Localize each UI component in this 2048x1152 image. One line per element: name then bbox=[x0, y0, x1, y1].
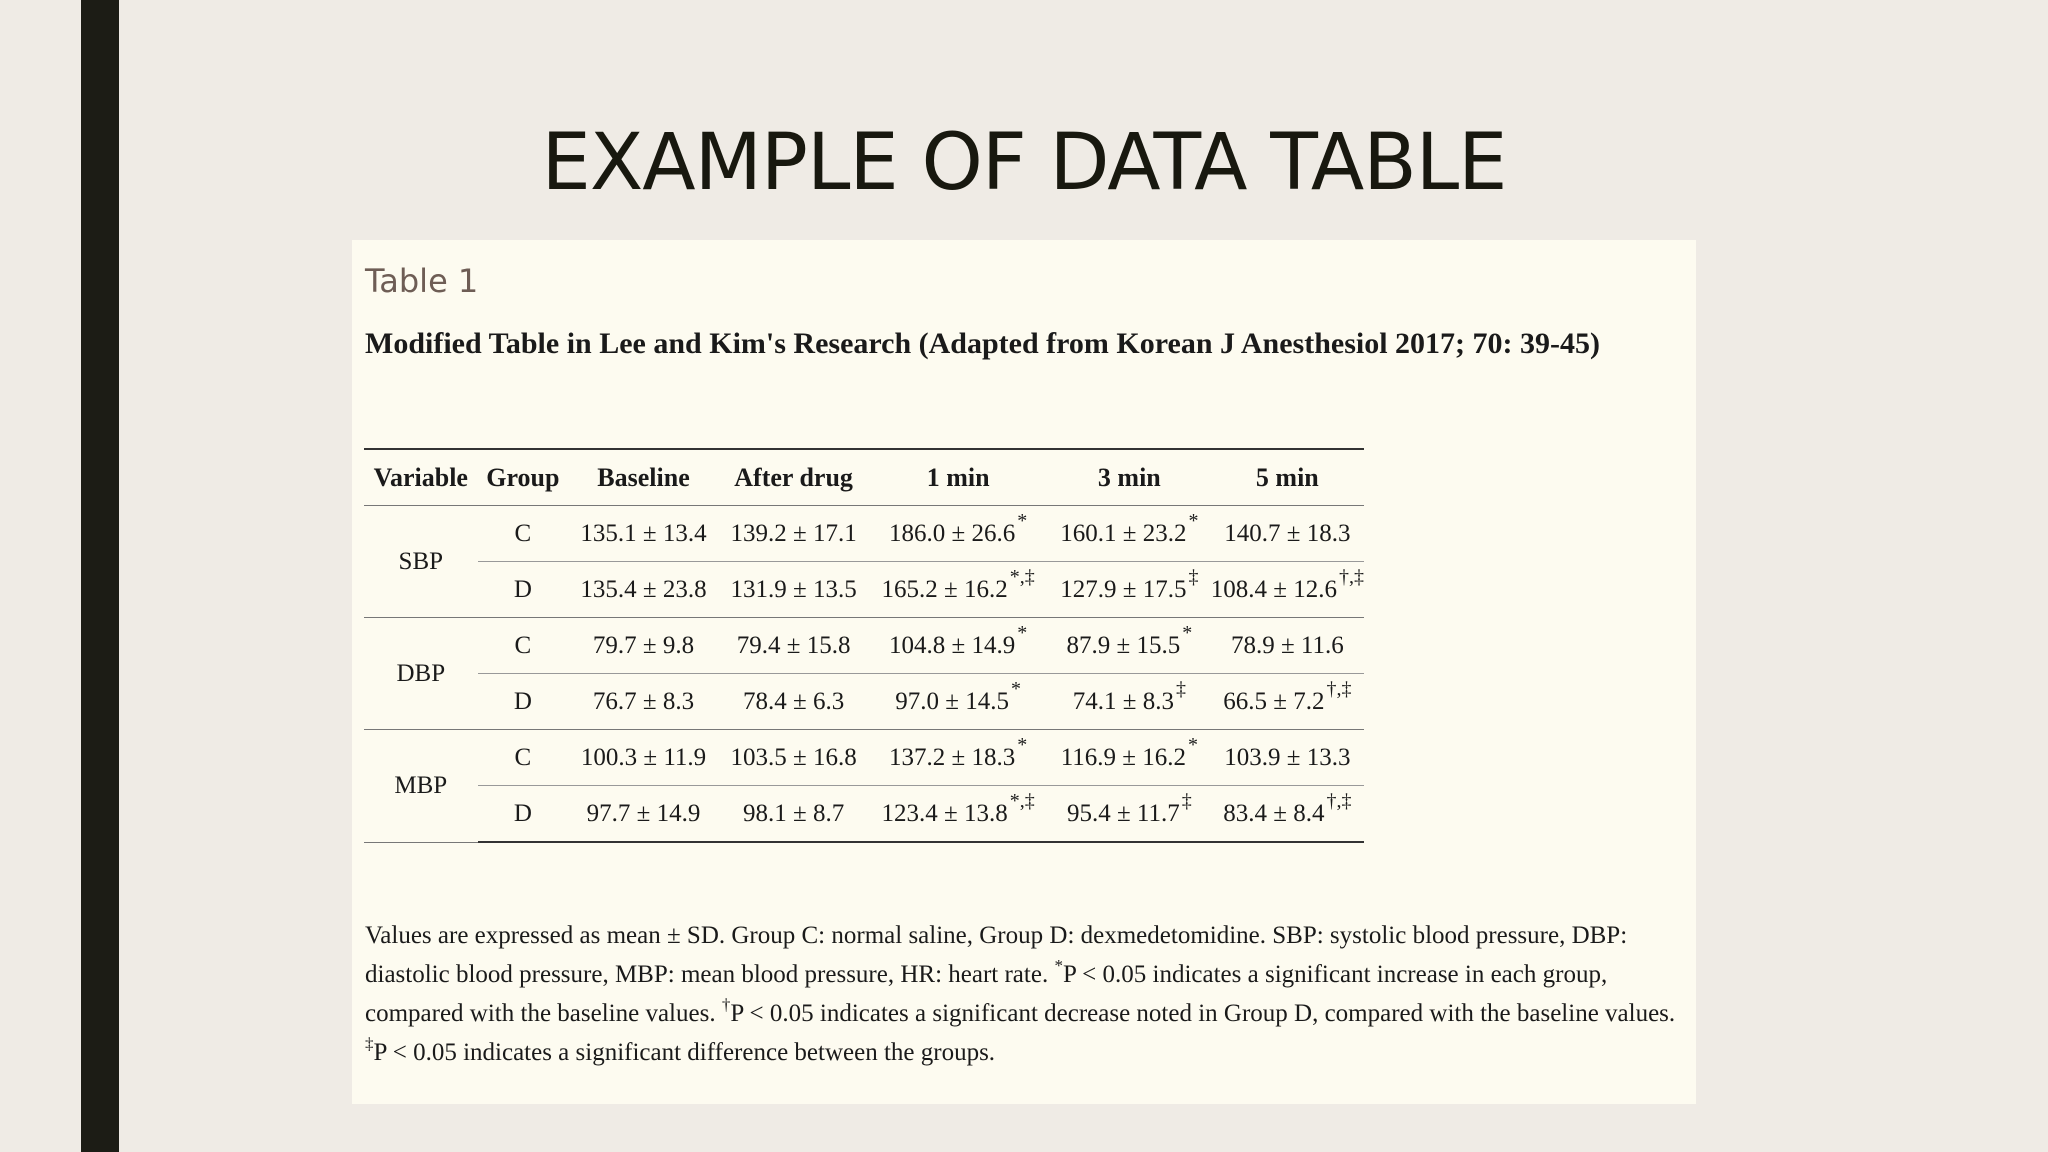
cell-value: 78.4 ± 6.3 bbox=[742, 687, 845, 715]
variable-cell: SBP bbox=[364, 506, 478, 618]
header-group: Group bbox=[478, 449, 569, 506]
cell-value: 137.2 ± 18.3 bbox=[889, 743, 1016, 771]
value-cell bbox=[868, 618, 1048, 674]
group-cell: C bbox=[478, 730, 569, 786]
value-cell bbox=[868, 786, 1048, 843]
value-cell bbox=[1048, 730, 1211, 786]
cell-value: 160.1 ± 23.2 bbox=[1060, 519, 1187, 547]
table-row bbox=[364, 730, 1364, 786]
table-row bbox=[364, 618, 1364, 674]
cell-value: 97.7 ± 14.9 bbox=[586, 799, 701, 827]
cell-value: 116.9 ± 16.2 bbox=[1060, 743, 1186, 771]
cell-value: 131.9 ± 13.5 bbox=[730, 575, 857, 603]
footnote-text-3: P < 0.05 indicates a significant decrease noted in Group D, compared with the baseline values. bbox=[730, 1000, 1676, 1027]
significance-mark: †,‡ bbox=[1338, 565, 1364, 588]
cell-value: 165.2 ± 16.2 bbox=[881, 575, 1008, 603]
group-cell: D bbox=[478, 562, 569, 618]
footnote-text-1: Values are expressed as mean ± SD. Group C: normal saline, Group D: dexmedetomidine. SBP: systolic blood pressure, DBP: diastolic blood pressure, MBP: mean blood pressure, HR: heart rate. bbox=[365, 922, 1628, 988]
cell-value: 79.7 ± 9.8 bbox=[592, 631, 695, 659]
group-cell: C bbox=[478, 506, 569, 562]
value-cell bbox=[1048, 506, 1211, 562]
cell-value: 108.4 ± 12.6 bbox=[1210, 575, 1337, 603]
value-cell bbox=[719, 618, 868, 674]
table-row bbox=[364, 674, 1364, 730]
value-cell bbox=[1211, 730, 1364, 786]
footnote-mark-double-dagger: ‡ bbox=[365, 1034, 374, 1053]
cell-value: 139.2 ± 17.1 bbox=[730, 519, 857, 547]
cell-value: 87.9 ± 15.5 bbox=[1066, 631, 1181, 659]
cell-value: 104.8 ± 14.9 bbox=[889, 631, 1016, 659]
table-row bbox=[364, 786, 1364, 843]
value-cell bbox=[568, 786, 719, 843]
group-cell: D bbox=[478, 786, 569, 843]
cell-value: 79.4 ± 15.8 bbox=[736, 631, 851, 659]
value-cell bbox=[719, 786, 868, 843]
cell-value: 140.7 ± 18.3 bbox=[1224, 519, 1351, 547]
variable-cell: MBP bbox=[364, 730, 478, 843]
data-table bbox=[364, 448, 1364, 843]
group-cell: D bbox=[478, 674, 569, 730]
cell-value: 135.1 ± 13.4 bbox=[580, 519, 707, 547]
header-variable: Variable bbox=[364, 449, 478, 506]
cell-value: 103.5 ± 16.8 bbox=[730, 743, 857, 771]
footnote-mark-dagger: † bbox=[721, 995, 731, 1014]
significance-mark: †,‡ bbox=[1326, 677, 1352, 700]
variable-cell: DBP bbox=[364, 618, 478, 730]
significance-mark: * bbox=[1017, 733, 1028, 756]
significance-mark: ‡ bbox=[1188, 565, 1199, 588]
value-cell bbox=[568, 506, 719, 562]
value-cell bbox=[568, 674, 719, 730]
significance-mark: †,‡ bbox=[1326, 789, 1352, 812]
table-row bbox=[364, 506, 1364, 562]
cell-value: 127.9 ± 17.5 bbox=[1060, 575, 1187, 603]
value-cell bbox=[568, 562, 719, 618]
cell-value: 83.4 ± 8.4 bbox=[1223, 799, 1325, 827]
value-cell bbox=[1048, 618, 1211, 674]
table-header-row bbox=[364, 449, 1364, 506]
value-cell bbox=[1211, 562, 1364, 618]
table-caption: Modified Table in Lee and Kim's Research (Adapted from Korean J Anesthesiol 2017; 70: 39-45) bbox=[365, 327, 1601, 360]
value-cell bbox=[868, 506, 1048, 562]
value-cell bbox=[868, 562, 1048, 618]
value-cell bbox=[568, 730, 719, 786]
significance-mark: * bbox=[1188, 509, 1199, 532]
table-row bbox=[364, 562, 1364, 618]
value-cell bbox=[1048, 786, 1211, 843]
table-label: Table 1 bbox=[365, 262, 479, 300]
value-cell bbox=[719, 506, 868, 562]
significance-mark: * bbox=[1017, 509, 1028, 532]
cell-value: 123.4 ± 13.8 bbox=[881, 799, 1008, 827]
value-cell bbox=[868, 730, 1048, 786]
cell-value: 74.1 ± 8.3 bbox=[1072, 687, 1174, 715]
significance-mark: * bbox=[1011, 677, 1022, 700]
cell-value: 100.3 ± 11.9 bbox=[580, 743, 707, 771]
footnote-mark-asterisk: * bbox=[1054, 956, 1063, 975]
value-cell bbox=[1211, 618, 1364, 674]
cell-value: 78.9 ± 11.6 bbox=[1230, 631, 1344, 659]
significance-mark: * bbox=[1182, 621, 1193, 644]
value-cell bbox=[1211, 674, 1364, 730]
cell-value: 135.4 ± 23.8 bbox=[580, 575, 707, 603]
significance-mark: * bbox=[1187, 733, 1198, 756]
value-cell bbox=[719, 730, 868, 786]
value-cell bbox=[1211, 506, 1364, 562]
group-cell: C bbox=[478, 618, 569, 674]
value-cell bbox=[719, 674, 868, 730]
value-cell bbox=[719, 562, 868, 618]
value-cell bbox=[568, 618, 719, 674]
cell-value: 95.4 ± 11.7 bbox=[1066, 799, 1180, 827]
footnote-text-4: P < 0.05 indicates a significant difference between the groups. bbox=[373, 1039, 996, 1066]
cell-value: 98.1 ± 8.7 bbox=[742, 799, 845, 827]
significance-mark: *,‡ bbox=[1009, 789, 1035, 812]
value-cell bbox=[868, 674, 1048, 730]
cell-value: 103.9 ± 13.3 bbox=[1224, 743, 1351, 771]
value-cell bbox=[1048, 562, 1211, 618]
significance-mark: *,‡ bbox=[1009, 565, 1035, 588]
header-1-min: 1 min bbox=[868, 449, 1048, 506]
cell-value: 97.0 ± 14.5 bbox=[895, 687, 1010, 715]
table-panel bbox=[352, 240, 1696, 1104]
significance-mark: * bbox=[1017, 621, 1028, 644]
header-after-drug: After drug bbox=[719, 449, 868, 506]
header-baseline: Baseline bbox=[568, 449, 719, 506]
significance-mark: ‡ bbox=[1175, 677, 1186, 700]
cell-value: 66.5 ± 7.2 bbox=[1223, 687, 1325, 715]
table-body bbox=[364, 506, 1364, 843]
footnote-text-2: P < 0.05 indicates a significant increase in each group, compared with the baseline values. bbox=[365, 961, 1608, 1027]
cell-value: 76.7 ± 8.3 bbox=[592, 687, 695, 715]
value-cell bbox=[1048, 674, 1211, 730]
table-footnote bbox=[365, 916, 1685, 1072]
significance-mark: ‡ bbox=[1181, 789, 1192, 812]
value-cell bbox=[1211, 786, 1364, 843]
slide-title: EXAMPLE OF DATA TABLE bbox=[541, 118, 1507, 208]
header-3-min: 3 min bbox=[1048, 449, 1211, 506]
cell-value: 186.0 ± 26.6 bbox=[889, 519, 1016, 547]
header-5-min: 5 min bbox=[1211, 449, 1364, 506]
